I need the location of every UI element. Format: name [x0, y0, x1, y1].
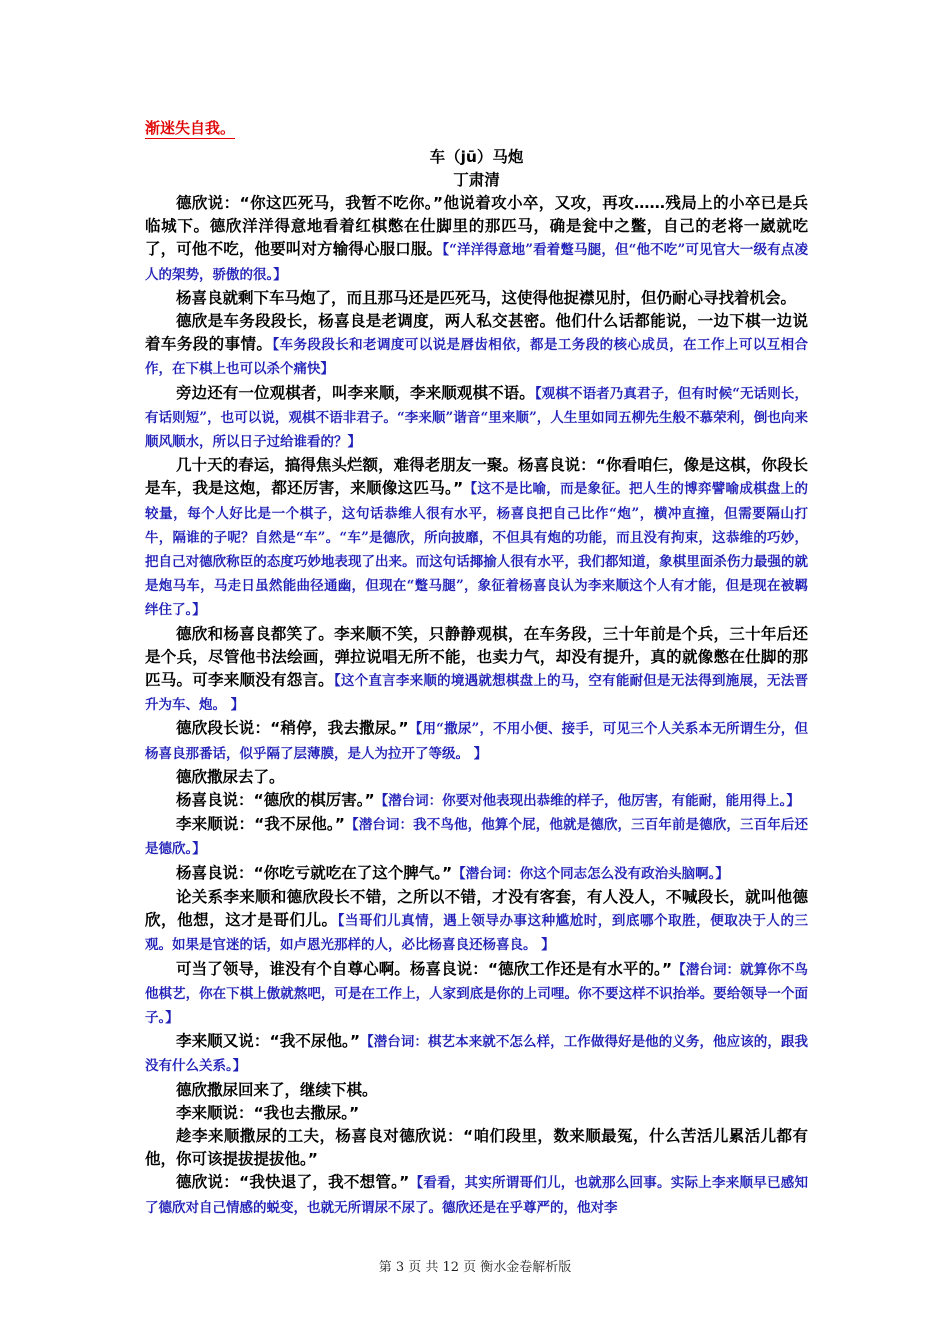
paragraph — [145, 287, 808, 310]
paragraph-text: 德欣和杨喜良都笑了。李来顺不笑，只静静观棋，在车务段，三十年前是个兵，三十年后还是个兵，尽管他书法绘画，弹拉说唱无所不能，也卖力气，却没有提升，真的就像憋在仕脚的那匹马。可李来顺没有怨言。 — [145, 624, 808, 690]
previous-section-tail: 渐迷失自我。 — [145, 119, 236, 137]
annotation-note: 【“洋洋得意地”看着蹩马腿，但“他不吃”可见官大一级有点凌人的架势，骄傲的很。】 — [145, 242, 808, 283]
annotation-note: 【这个直言李来顺的境遇就想棋盘上的马，空有能耐但是无法得到施展，无法晋升为车、炮。 】 — [145, 673, 808, 714]
paragraph-text: 趁李来顺撒尿的工夫，杨喜良对德欣说：“咱们段里，数来顺最冤，什么苦活儿累活儿都有他，你可该提拔提拔他。” — [145, 1126, 808, 1169]
paragraph — [145, 192, 808, 287]
paragraph-text: 可当了领导，谁没有个自尊心啊。杨喜良说：“德欣工作还是有水平的。” — [176, 959, 673, 978]
paragraph-text: 旁边还有一位观棋者，叫李来顺，李来顺观棋不语。 — [176, 383, 535, 402]
paragraph — [145, 454, 808, 622]
annotation-note: 【当哥们儿真情，遇上领导办事这种尴尬时，到底哪个取胜，便取决于人的三观。如果是官迷的话，如卢恩光那样的人，必比杨喜良还杨喜良。 】 — [145, 913, 808, 954]
paragraph — [145, 310, 808, 382]
paragraph — [145, 813, 808, 861]
paragraph-text: 德欣是车务段段长，杨喜良是老调度，两人私交甚密。他们什么话都能说，一边下棋一边说着车务段的事情。 — [145, 312, 808, 354]
annotation-note: 【潜台词：我不鸟他，他算个屁，他就是德欣，三百年前是德欣，三百年后还是德欣。】 — [145, 817, 809, 858]
annotation-note: 【车务段段长和老调度可以说是唇齿相依，都是工务段的核心成员，在工作上可以互相合作，在下棋上也可以杀个痛快】 — [145, 337, 808, 378]
paragraph — [145, 1171, 808, 1219]
paragraph — [145, 1125, 808, 1171]
paragraph-text: 杨喜良说：“德欣的棋厉害。” — [176, 791, 375, 810]
annotation-note: 【潜台词：棋艺本来就不怎么样，工作做得好是他的义务，他应该的，跟我没有什么关系。】 — [145, 1034, 809, 1075]
annotation-note: 【这不是比喻，而是象征。把人生的博弈譬喻成棋盘上的较量，每个人好比是一个棋子，这句话恭维人很有水平，杨喜良把自己比作“炮”，横冲直撞，但需要隔山打牛，隔谁的子呢？自然是“车”。“车”是德欣，所向披靡，不但具有炮的功能，而且没有拘束，这恭维的巧妙，把自己对德欣称臣的态度巧妙地表现了出来。而这句话揶揄人很有水平，我们都知道，象棋里面杀伤力最强的就是炮马车，马走日虽然能曲径通幽，但现在“蹩马腿”，象征着杨喜良认为李来顺这个人有才能，但是现在被羁绊住了。】 — [145, 481, 808, 619]
paragraph — [145, 766, 808, 789]
paragraph — [145, 1102, 808, 1125]
paragraph-text: 德欣撒尿回来了，继续下棋。 — [176, 1080, 378, 1099]
page-footer: 第 3 页 共 12 页 衡水金卷解析版 — [378, 1260, 572, 1275]
paragraph-text: 李来顺说：“我也去撒尿。” — [176, 1103, 360, 1122]
paragraph-text: 杨喜良就剩下车马炮了，而且那马还是匹死马，这使得他捉襟见肘，但仍耐心寻找着机会。 — [176, 288, 797, 307]
paragraph — [145, 789, 808, 813]
annotation-note: 【看看，其实所谓哥们儿，也就那么回事。实际上李来顺早已感知了德欣对自己情感的蜕变，也就无所谓尿不尿了。德欣还是在乎尊严的，他对李 — [145, 1175, 808, 1216]
annotation-note: 【潜台词：你这个同志怎么没有政治头脑啊。】 — [452, 865, 729, 882]
paragraph-text: 德欣说：“你这匹死马，我暂不吃你。”他说着攻小卒，又攻，再攻……残局上的小卒已是兵临城下。德欣洋洋得意地看着红棋憋在仕脚里的那匹马，确是瓮中之鳖，自己的老将一崴就吃了，可他不吃，他要叫对方输得心服口服。 — [145, 194, 808, 259]
annotation-note: 【潜台词：就算你不鸟他棋艺，你在下棋上傲就熬吧，可是在工作上，人家到底是你的上司哩。你不要这样不识抬举。要给领导一个面子。】 — [145, 961, 808, 1026]
paragraph-text: 李来顺说：“我不尿他。” — [176, 815, 345, 834]
paragraph — [145, 1079, 808, 1102]
article-title: 车（jū）马炮 — [429, 148, 524, 166]
paragraph — [145, 717, 808, 765]
paragraph — [145, 623, 808, 718]
paragraph — [145, 1030, 808, 1078]
paragraph-text: 德欣段长说：“稍停，我去撒尿。” — [176, 719, 409, 738]
annotation-note: 【潜台词：你要对他表现出恭维的样子，他厉害，有能耐，能用得上。】 — [374, 793, 800, 810]
paragraph-text: 论关系李来顺和德欣段长不错，之所以不错，才没有客套，有人没人，不喊段长，就叫他德欣，他想，这才是哥们儿。 — [145, 887, 808, 930]
annotation-note: 【用“撒尿”，不用小便、接手，可见三个人关系本无所谓生分，但杨喜良那番话，似乎隔了层薄膜，是人为拉开了等级。 】 — [145, 721, 808, 762]
article-author: 丁肃清 — [453, 171, 500, 189]
paragraph — [145, 382, 808, 455]
paragraph-text: 几十天的春运，搞得焦头烂额，难得老朋友一聚。杨喜良说：“你看咱仨，像是这棋，你段长是车，我是这炮，都还厉害，来顺像这匹马。” — [145, 456, 808, 498]
article-body — [145, 116, 808, 1220]
paragraph-text: 德欣说：“我快退了，我不想管。” — [176, 1173, 410, 1192]
paragraph — [145, 958, 808, 1031]
paragraph — [145, 886, 808, 958]
paragraph-text: 德欣撒尿去了。 — [176, 767, 285, 786]
paragraph-text: 李来顺又说：“我不尿他。” — [176, 1032, 361, 1051]
paragraph-list — [145, 192, 808, 1220]
paragraph — [145, 862, 808, 886]
annotation-note: 【观棋不语者乃真君子，但有时候“无话则长，有话则短”，也可以说，观棋不语非君子。“李来顺”谐音“里来顺”，人生里如同五柳先生般不慕荣利，倒也向来顺风顺水，所以日子过给谁看的？】 — [145, 385, 808, 451]
paragraph-text: 杨喜良说：“你吃亏就吃在了这个脾气。” — [176, 863, 453, 882]
